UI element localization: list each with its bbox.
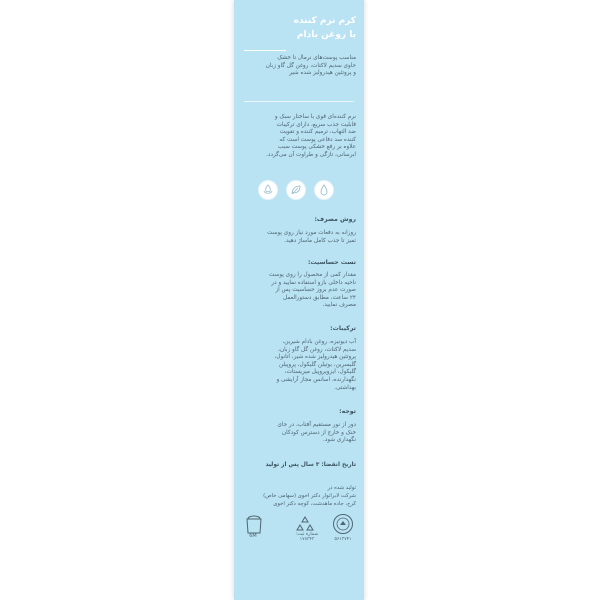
leaf-icon xyxy=(286,180,306,200)
title-line-2: با روغن بادام xyxy=(296,30,356,40)
seal-icon xyxy=(332,513,354,535)
license-caption: شماره ثبت: xyxy=(295,532,319,537)
section-divider xyxy=(244,101,354,102)
manufacturer-info: تولید شده در شرکت لابراتوار دکتر اخوی (سهامی خاص) کرج، جاده ماهدشت، کوچه دکتر اخوی xyxy=(263,485,356,507)
note-text: دور از نور مستقیم آفتاب، در جای خنک و خارج از دسترس کودکان نگهداری شود. xyxy=(277,422,356,444)
intro-text: مناسب پوست‌های نرمال تا خشک حاوی سدیم لاکتات، روغن گل گاو زبان و پروتئین هیدرولیز شده شیر xyxy=(265,55,356,77)
drop-icon xyxy=(314,180,334,200)
product-title xyxy=(294,14,356,42)
usage-heading: روش مصرف: xyxy=(314,216,356,223)
feature-icons xyxy=(258,180,342,200)
product-box-side-panel xyxy=(234,0,364,600)
flower-icon xyxy=(258,180,278,200)
sensitivity-text: مقدار کمی از محصول را روی پوست ناحیه داخلی بازو استفاده نمایید و در صورت عدم بروز حساسیت پس از ۲۴ ساعت، مطابق دستورالعمل مصرف نمایید. xyxy=(268,272,356,309)
usage-text: روزانه به دفعات مورد نیاز روی پوست تمیز تا جذب کامل ماساژ دهید. xyxy=(267,230,356,244)
sensitivity-heading: تست حساسیت: xyxy=(307,259,356,266)
expiry-date: تاریخ انقضا: ۳ سال پس از تولید xyxy=(265,462,356,468)
license-number-2: ۱۷۸۳۴۳ xyxy=(299,537,315,542)
title-divider xyxy=(244,50,286,51)
license-number-1: ۵۶۱۳۷۴۱ xyxy=(334,537,352,542)
description-text: نرم کننده‌ای قوی با ساختار سبک و قابلیت جذب سریع، دارای ترکیبات ضد التهاب، ترمیم کننده و تقویت کننده سد دفاعی پوست است که علاوه بر رفع خشکی پوست سبب ابرسانی، تازگی و طراوت آن می‌گردد. xyxy=(266,114,356,158)
note-heading: توجه: xyxy=(339,408,356,415)
ingredients-text: آب دیونیزه، روغن بادام شیرین، سدیم لاکتات، روغن گل گاو زبان، پروتئین هیدرولیز شده شیر، اتانول، گلیسرین، بوتیلن گلیکول، پروپیلن گلیکول، ایزوپروپیل میریستات، نگهدارنده، اسانس مجاز آرایشی و بهداشتی. xyxy=(274,339,356,391)
title-line-1: کرم نرم کننده xyxy=(293,16,356,26)
ingredients-heading: ترکیبات: xyxy=(330,325,356,332)
pao-label: 6M xyxy=(249,533,257,539)
